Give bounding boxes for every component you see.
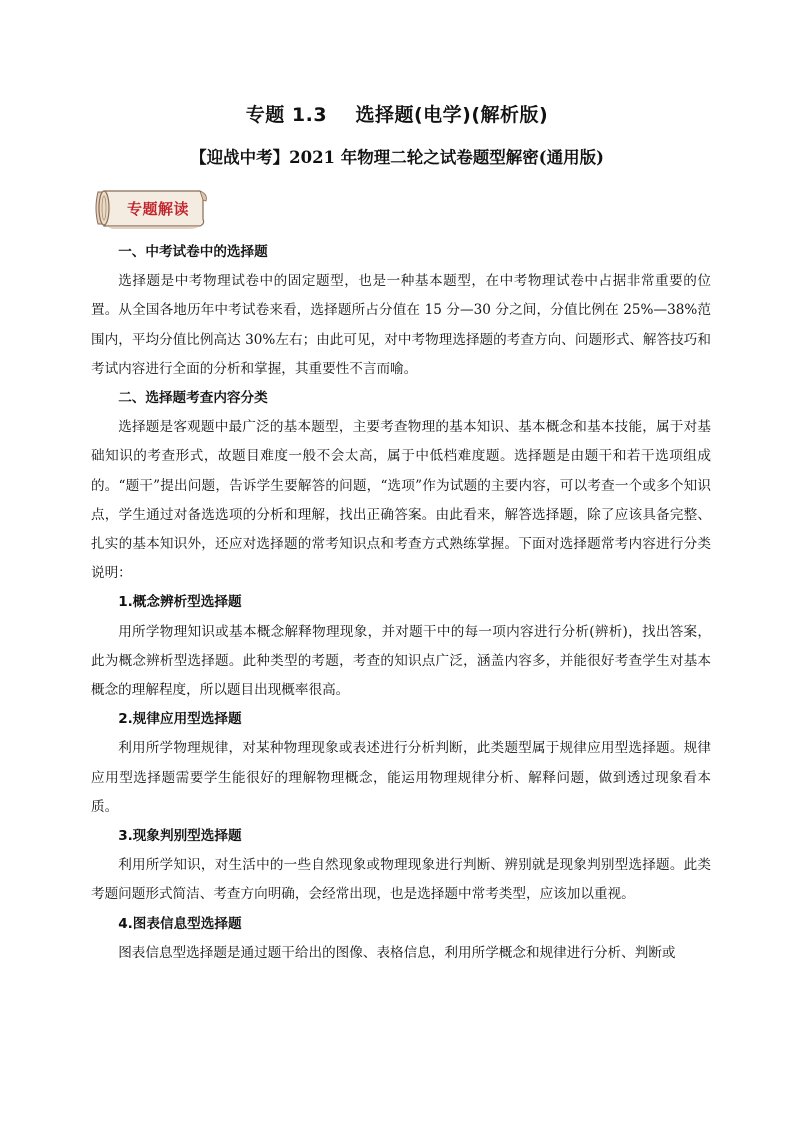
body-content [91,238,711,968]
badge-label: 专题解读 [126,200,189,218]
subsection-3-paragraph: 利用所学知识，对生活中的一些自然现象或物理现象进行判断、辨别就是现象判别型选择题。此类考题问题形式简洁、考查方向明确，会经常出现，也是选择题中常考类型，应该加以重视。 [91,857,711,903]
page-subtitle: 【迎战中考】2021 年物理二轮之试卷题型解密(通用版) [190,148,604,167]
subsection-heading-3: 3.现象判别型选择题 [118,828,242,845]
section-heading-2: 二、选择题考查内容分类 [118,390,268,407]
page-title: 专题 1.3 选择题(电学)(解析版) [245,104,549,126]
topic-badge [92,186,214,230]
section-2-paragraph: 选择题是客观题中最广泛的基本题型，主要考查物理的基本知识、基本概念和基本技能，属于对基础知识的考查形式，故题目难度一般不会太高，属于中低档难度题。选择题是由题干和若干选项组成的。“题干”提出问题，告诉学生要解答的问题，“选项”作为试题的主要内容，可以考查一个或多个知识点，学生通过对备选选项的分析和理解，找出正确答案。由此看来，解答选择题，除了应该具备完整、扎实的基本知识外，还应对选择题的常考知识点和考查方式熟练掌握。下面对选择题常考内容进行分类说明： [91,419,711,582]
subsection-heading-2: 2.规律应用型选择题 [118,711,242,728]
subsection-2-paragraph: 利用所学物理规律，对某种物理现象或表述进行分析判断，此类题型属于规律应用型选择题。规律应用型选择题需要学生能很好的理解物理概念，能运用物理规律分析、解释问题，做到透过现象看本质。 [91,740,711,815]
subsection-heading-4: 4.图表信息型选择题 [118,915,242,932]
section-1-paragraph: 选择题是中考物理试卷中的固定题型，也是一种基本题型，在中考物理试卷中占据非常重要的位置。从全国各地历年中考试卷来看，选择题所占分值在 15 分—30 分之间，分值比例在 25%—38%范围内，平均分值比例高达 30%左右；由此可见，对中考物理选择题的考查方向、问题形式、解答技巧和考试内容进行全面的分析和掌握，其重要性不言而喻。 [91,273,711,377]
subsection-heading-1: 1.概念辨析型选择题 [118,594,242,611]
section-heading-1: 一、中考试卷中的选择题 [118,244,268,260]
subsection-1-paragraph: 用所学物理知识或基本概念解释物理现象，并对题干中的每一项内容进行分析(辨析)，找出答案，此为概念辨析型选择题。此种类型的考题，考查的知识点广泛，涵盖内容多，并能很好考查学生对基本概念的理解程度，所以题目出现概率很高。 [91,623,711,699]
subsection-4-paragraph: 图表信息型选择题是通过题干给出的图像、表格信息，利用所学概念和规律进行分析、判断或 [118,944,676,961]
